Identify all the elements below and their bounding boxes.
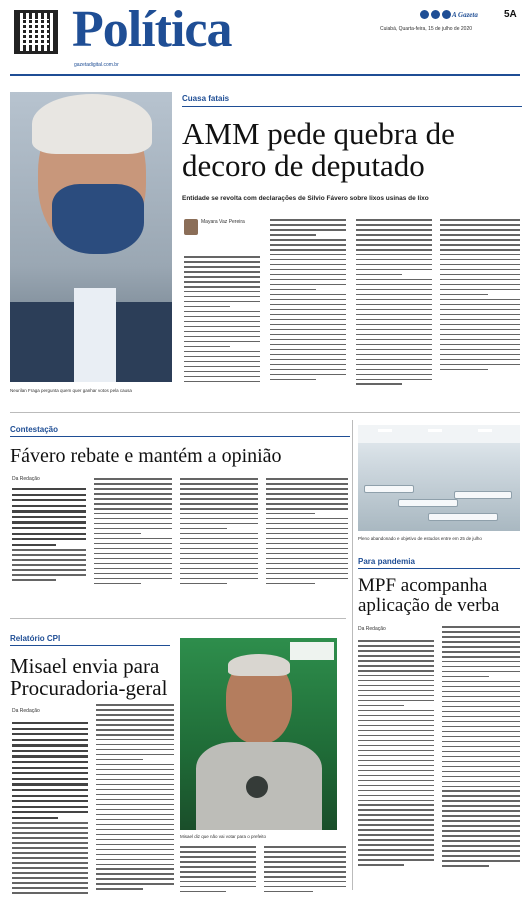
- main-byline: Mayara Vaz Pereira: [201, 219, 245, 225]
- mpf-kicker: Para pandemia: [358, 557, 415, 566]
- author-avatar: [184, 219, 198, 235]
- misael-kicker: Relatório CPI: [10, 634, 61, 643]
- mpf-kicker-rule: [358, 568, 520, 569]
- qr-code: [14, 10, 58, 54]
- rebate-byline: Da Redação: [12, 476, 40, 482]
- section-divider-2: [10, 618, 346, 619]
- hospital-photo: [358, 425, 520, 531]
- rebate-column-3: [180, 478, 258, 588]
- main-deck: Entidade se revolta com declarações de Silvio Fávero sobre lixos usinas de lixo: [182, 195, 429, 202]
- misael-byline: Da Redação: [12, 708, 40, 714]
- mpf-column-1: [358, 640, 434, 869]
- main-column-4: [440, 219, 520, 374]
- mpf-byline: Da Redação: [358, 626, 386, 632]
- main-photo-caption: Neurilan Fraga pergunta quem quer ganhar votos pela causa: [10, 388, 132, 393]
- misael-photo-caption: Misael diz que não vai votar para o prefeito: [180, 834, 267, 839]
- rebate-kicker-rule: [10, 436, 350, 437]
- section-title: Política: [72, 1, 232, 58]
- mpf-headline-line-1: MPF acompanha: [358, 575, 488, 596]
- misael-headline-line-2: Procuradoria-geral: [10, 676, 168, 700]
- dateline: Cuiabá, Quarta-feira, 15 de julho de 2020: [380, 26, 473, 32]
- misael-column-1: [12, 722, 88, 897]
- mpf-column-2: [442, 626, 520, 870]
- masthead-rule: [10, 74, 520, 76]
- misael-photo: [180, 638, 337, 830]
- main-headline-line-2: decoro de deputado: [182, 148, 425, 183]
- column-divider: [352, 420, 353, 890]
- main-column-1: [184, 256, 260, 386]
- misael-headline-line-1: Misael envia para: [10, 654, 160, 678]
- main-column-2: [270, 219, 346, 383]
- social-icons: [420, 10, 451, 19]
- facebook-icon[interactable]: [420, 10, 429, 19]
- brand-name: A Gazeta: [452, 11, 478, 19]
- page-number: 5A: [504, 9, 517, 20]
- main-column-3: [356, 219, 432, 388]
- website-link[interactable]: gazetadigital.com.br: [74, 62, 119, 68]
- rebate-kicker: Contestação: [10, 425, 59, 434]
- main-story-photo: [10, 92, 172, 382]
- mpf-headline-line-2: aplicação de verba: [358, 595, 500, 616]
- main-kicker-rule: [182, 106, 522, 107]
- rebate-headline: Fávero rebate e mantém a opinião: [10, 445, 282, 467]
- main-kicker: Cuasa fatais: [182, 94, 230, 103]
- rebate-column-1: [12, 488, 86, 584]
- misael-column-4: [264, 846, 346, 896]
- misael-column-3: [180, 846, 256, 896]
- misael-kicker-rule: [10, 645, 170, 646]
- twitter-icon[interactable]: [431, 10, 440, 19]
- main-headline-line-1: AMM pede quebra de: [182, 116, 455, 151]
- hospital-photo-caption: Pleno abandonado e objetivo de estudos entre em 25 de julho: [358, 536, 482, 541]
- instagram-icon[interactable]: [442, 10, 451, 19]
- rebate-column-4: [266, 478, 348, 588]
- misael-column-2: [96, 704, 174, 893]
- section-divider-1: [10, 412, 520, 413]
- rebate-column-2: [94, 478, 172, 588]
